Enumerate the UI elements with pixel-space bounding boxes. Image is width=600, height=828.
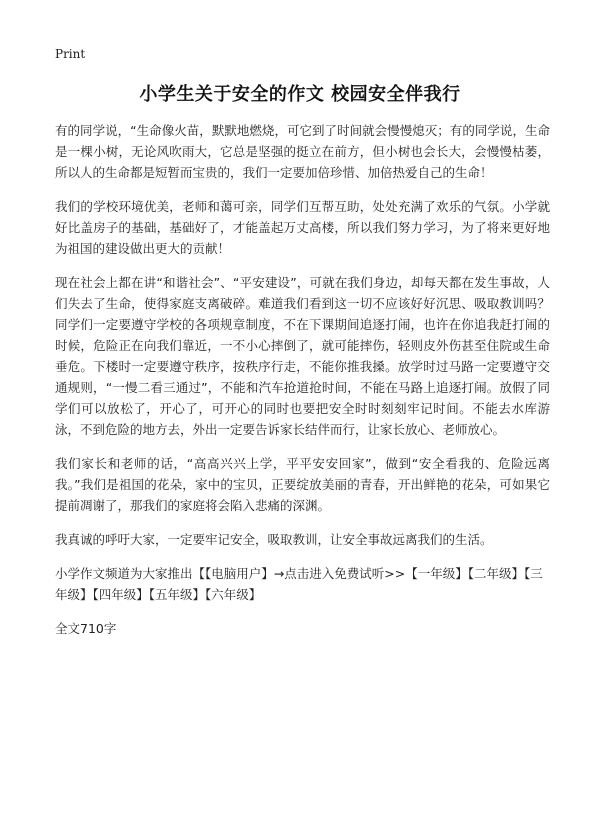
grade-link-3[interactable]: 【三年级】: [55, 566, 543, 602]
grade-link-5[interactable]: 【五年级】: [148, 587, 206, 602]
print-link[interactable]: Print: [55, 47, 86, 61]
grade-link-2[interactable]: 【二年级】: [467, 566, 524, 581]
paragraph-5: 我真诚的呼吁大家，一定要牢记安全，吸取教训，让安全事故远离我们的生活。: [55, 532, 493, 547]
article-body: [55, 120, 550, 639]
grade-link-1[interactable]: 【一年级】: [405, 566, 468, 581]
paragraph-2: 我们的学校环境优美，老师和蔼可亲，同学们互帮互助，处处充满了欢乐的气氛。小学就好比盖房子的基础，基础好了，才能盖起万丈高楼，所以我们努力学习，为了将来更好地为祖国的建设做出更大的贡献！: [55, 199, 550, 256]
paragraph-4: 我们家长和老师的话，“高高兴兴上学，平平安安回家”，做到“安全看我的、危险远离我。”我们是祖国的花朵，家中的宝贝，正要绽放美丽的青春，开出鲜艳的花朵，可如果它提前凋谢了，那我们的家庭将会陷入悲痛的深渊。: [55, 456, 550, 513]
word-count: 全文710字: [55, 621, 117, 636]
free-trial-link[interactable]: →点击进入免费试听>>: [273, 566, 406, 581]
grade-link-4[interactable]: 【四年级】: [92, 587, 149, 602]
paragraph-1: 有的同学说，“生命像火苗，默默地燃烧，可它到了时间就会慢慢熄灭；有的同学说，生命是一棵小树，无论风吹雨大，它总是坚强的挺立在前方，但小树也会长大，会慢慢枯萎，所以人的生命都是短暂而宝贵的，我们一定要加倍珍惜、加倍热爱自己的生命！: [55, 123, 550, 180]
article-title: 小学生关于安全的作文 校园安全伴我行: [139, 84, 461, 105]
paragraph-3: 现在社会上都在讲“和谐社会”、“平安建设”，可就在我们身边，却每天都在发生事故，人们失去了生命，使得家庭支离破碎。难道我们看到这一切不应该好好沉思、吸取教训吗？同学们一定要遵守学校的各项规章制度，不在下课期间追逐打闹，也许在你追我赶打闹的时候，危险正在向我们靠近，一不小心摔倒了，就可能摔伤，轻则皮外伤甚至住院或生命垂危。下楼时一定要遵守秩序，按秩序行走，不能你推我搡。放学时过马路一定要遵守交通规则，“一慢二看三通过”，不能和汽车抢道抢时间，不能在马路上追逐打闹。放假了同学们可以放松了，开心了，可开心的同时也要把安全时时刻刻牢记时间。不能去水库游泳，不到危险的地方去，外出一定要告诉家长结伴而行，让家长放心、老师放心。: [55, 275, 550, 437]
promo-links: [55, 563, 550, 605]
promo-prefix: 小学作文频道为大家推出【: [55, 566, 206, 581]
grade-link-6[interactable]: 【六年级】: [205, 587, 262, 602]
computer-user-link[interactable]: 【电脑用户】: [205, 566, 274, 581]
